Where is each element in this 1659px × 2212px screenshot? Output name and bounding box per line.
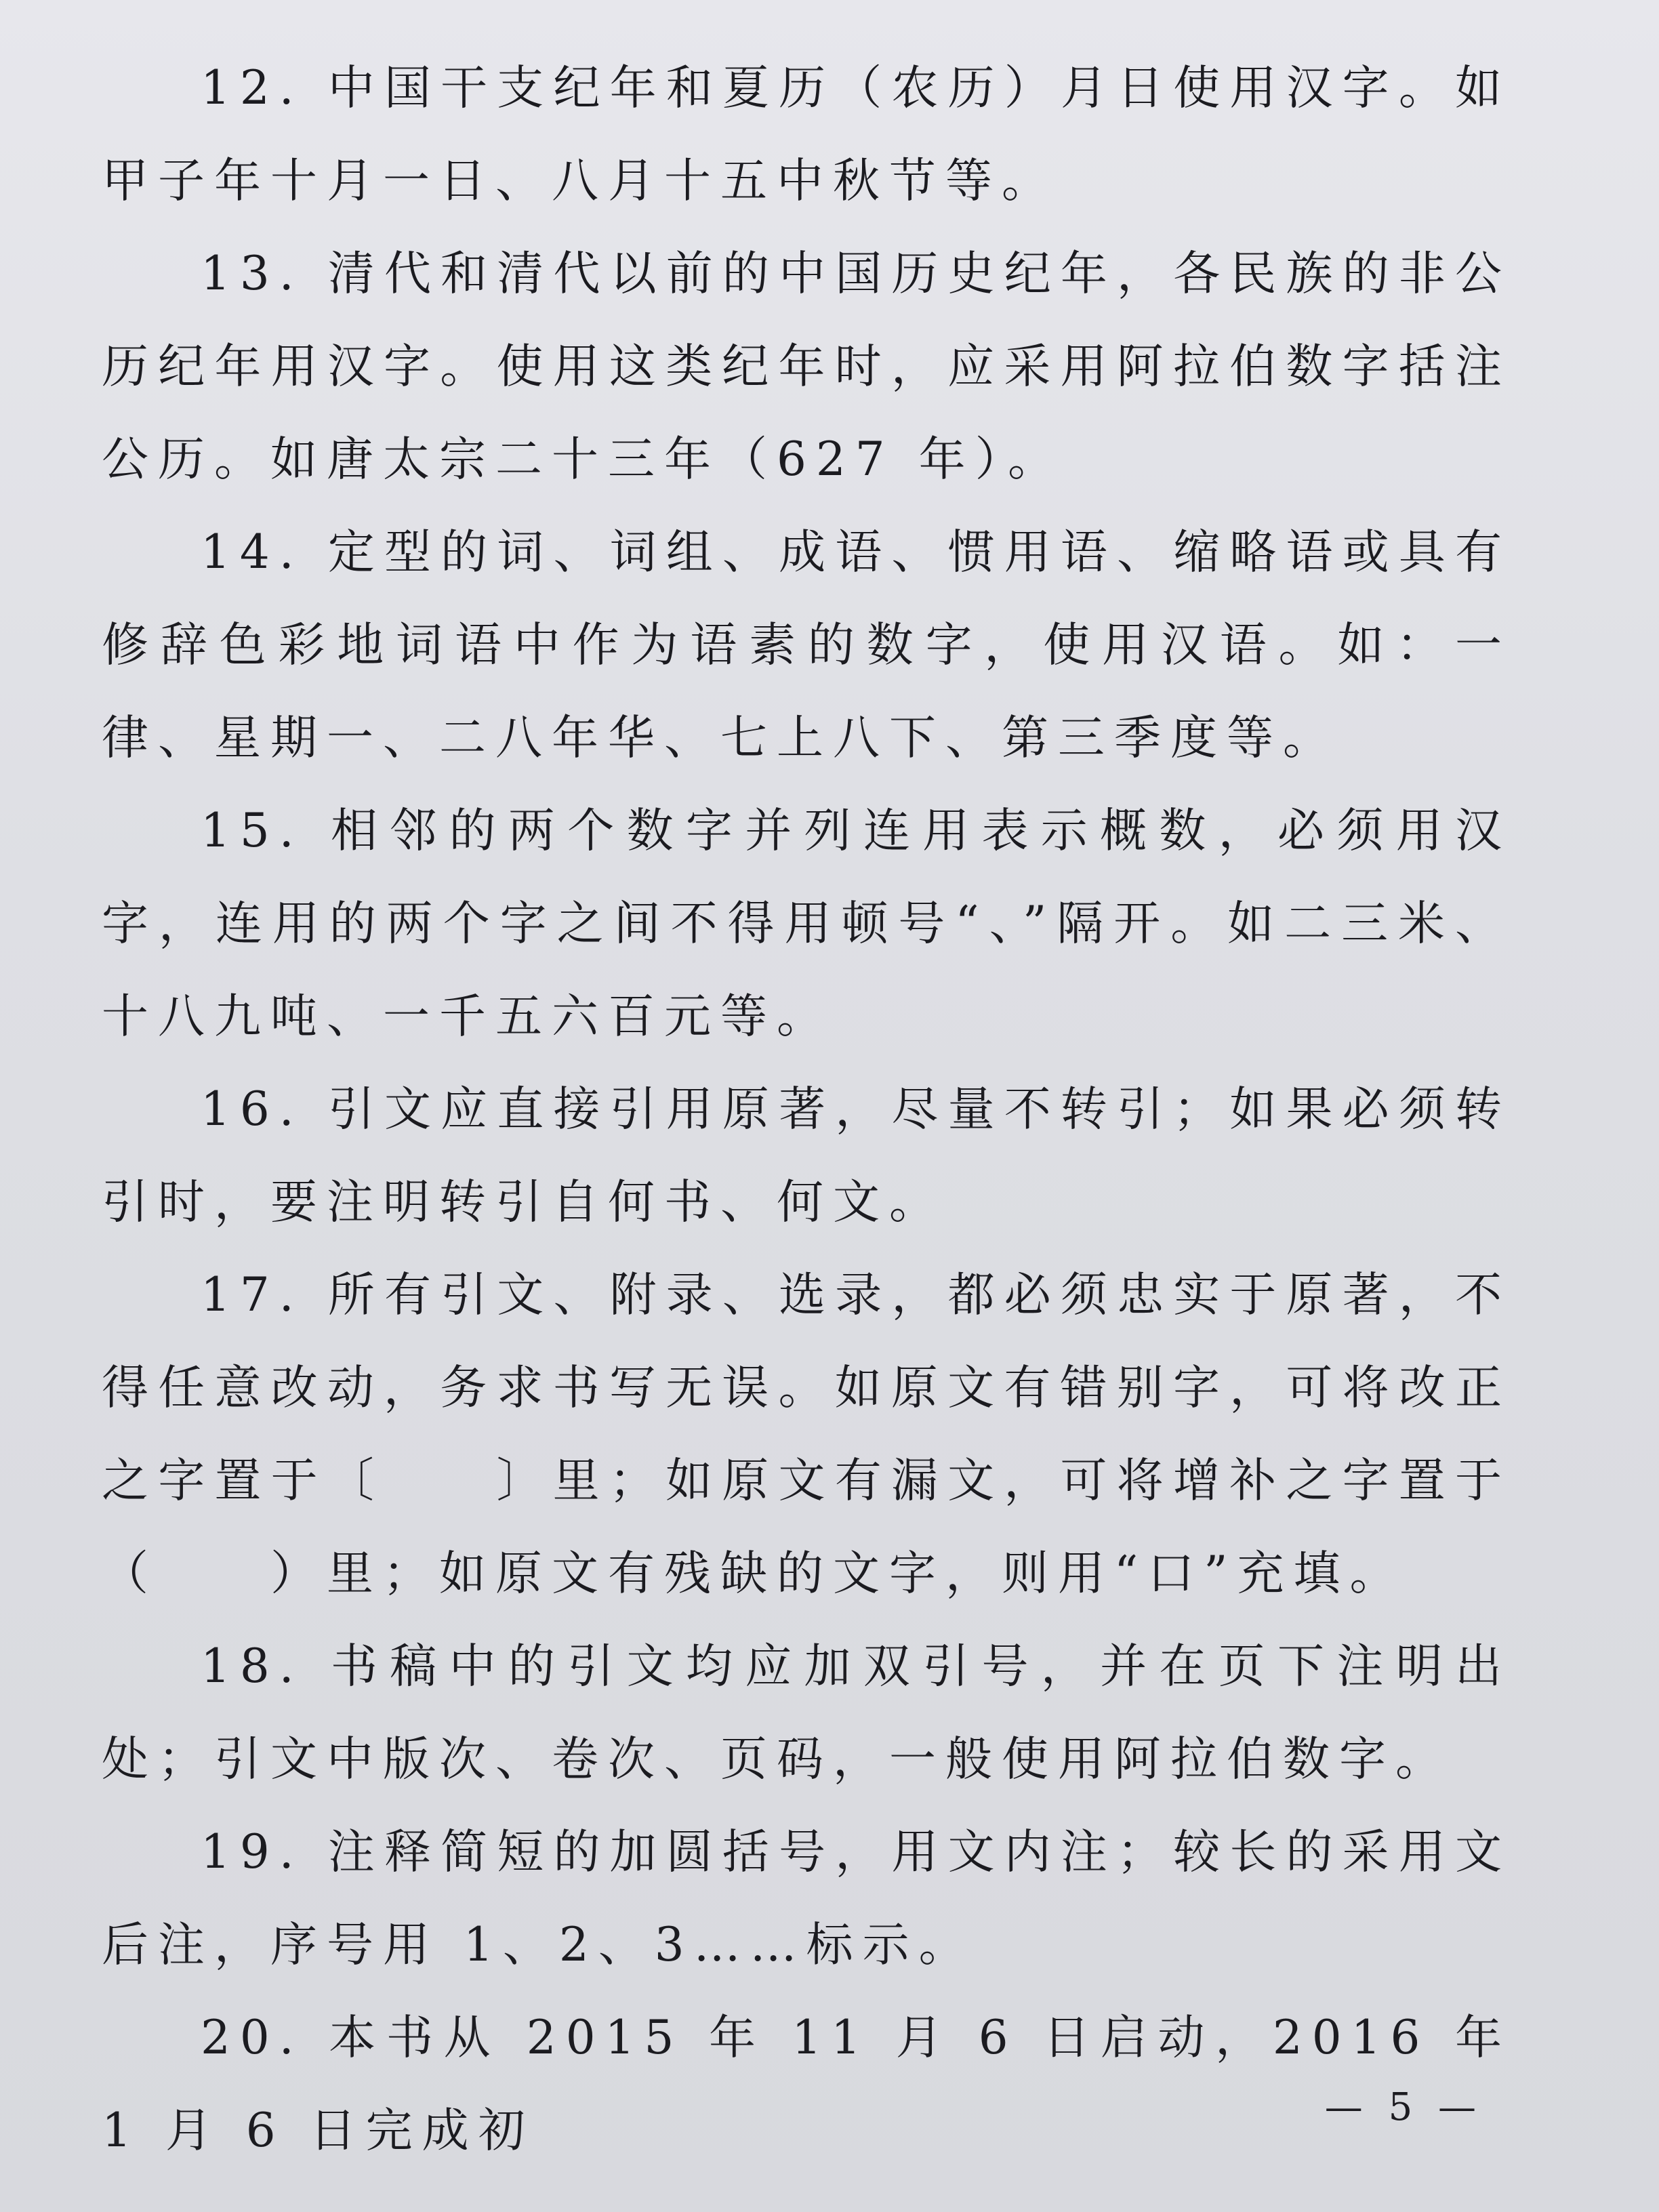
- paragraph-12: 12. 中国干支纪年和夏历（农历）月日使用汉字。如甲子年十月一日、八月十五中秋节等。: [102, 61, 1511, 208]
- paragraph-16: 16. 引文应直接引用原著，尽量不转引；如果必须转引时，要注明转引自何书、何文。: [102, 1082, 1511, 1229]
- paragraph-20: 20. 本书从 2015 年 11 月 6 日启动，2016 年 1 月 6 日完成初: [102, 2011, 1511, 2158]
- paragraph-19: 19. 注释简短的加圆括号，用文内注；较长的采用文后注，序号用 1、2、3……标示。: [102, 1825, 1511, 1972]
- page-number: — 5 —: [1324, 2085, 1483, 2129]
- paragraph-17: 17. 所有引文、附录、选录，都必须忠实于原著，不得任意改动，务求书写无误。如原文有错别字，可将改正之字置于〔 〕里；如原文有漏文，可将增补之字置于（ ）里；如原文有残缺的文字，则用“口”充填。: [102, 1268, 1511, 1601]
- paragraph-15: 15. 相邻的两个数字并列连用表示概数，必须用汉字，连用的两个字之间不得用顿号“、”隔开。如二三米、十八九吨、一千五六百元等。: [102, 804, 1511, 1044]
- paragraph-18: 18. 书稿中的引文均应加双引号，并在页下注明出处；引文中版次、卷次、页码，一般使用阿拉伯数字。: [102, 1639, 1511, 1786]
- paragraph-13: 13. 清代和清代以前的中国历史纪年，各民族的非公历纪年用汉字。使用这类纪年时，应采用阿拉伯数字括注公历。如唐太宗二十三年（627 年）。: [102, 247, 1511, 487]
- body-text: [102, 42, 1511, 2177]
- paragraph-14: 14. 定型的词、词组、成语、惯用语、缩略语或具有修辞色彩地词语中作为语素的数字，使用汉语。如：一律、星期一、二八年华、七上八下、第三季度等。: [102, 525, 1511, 765]
